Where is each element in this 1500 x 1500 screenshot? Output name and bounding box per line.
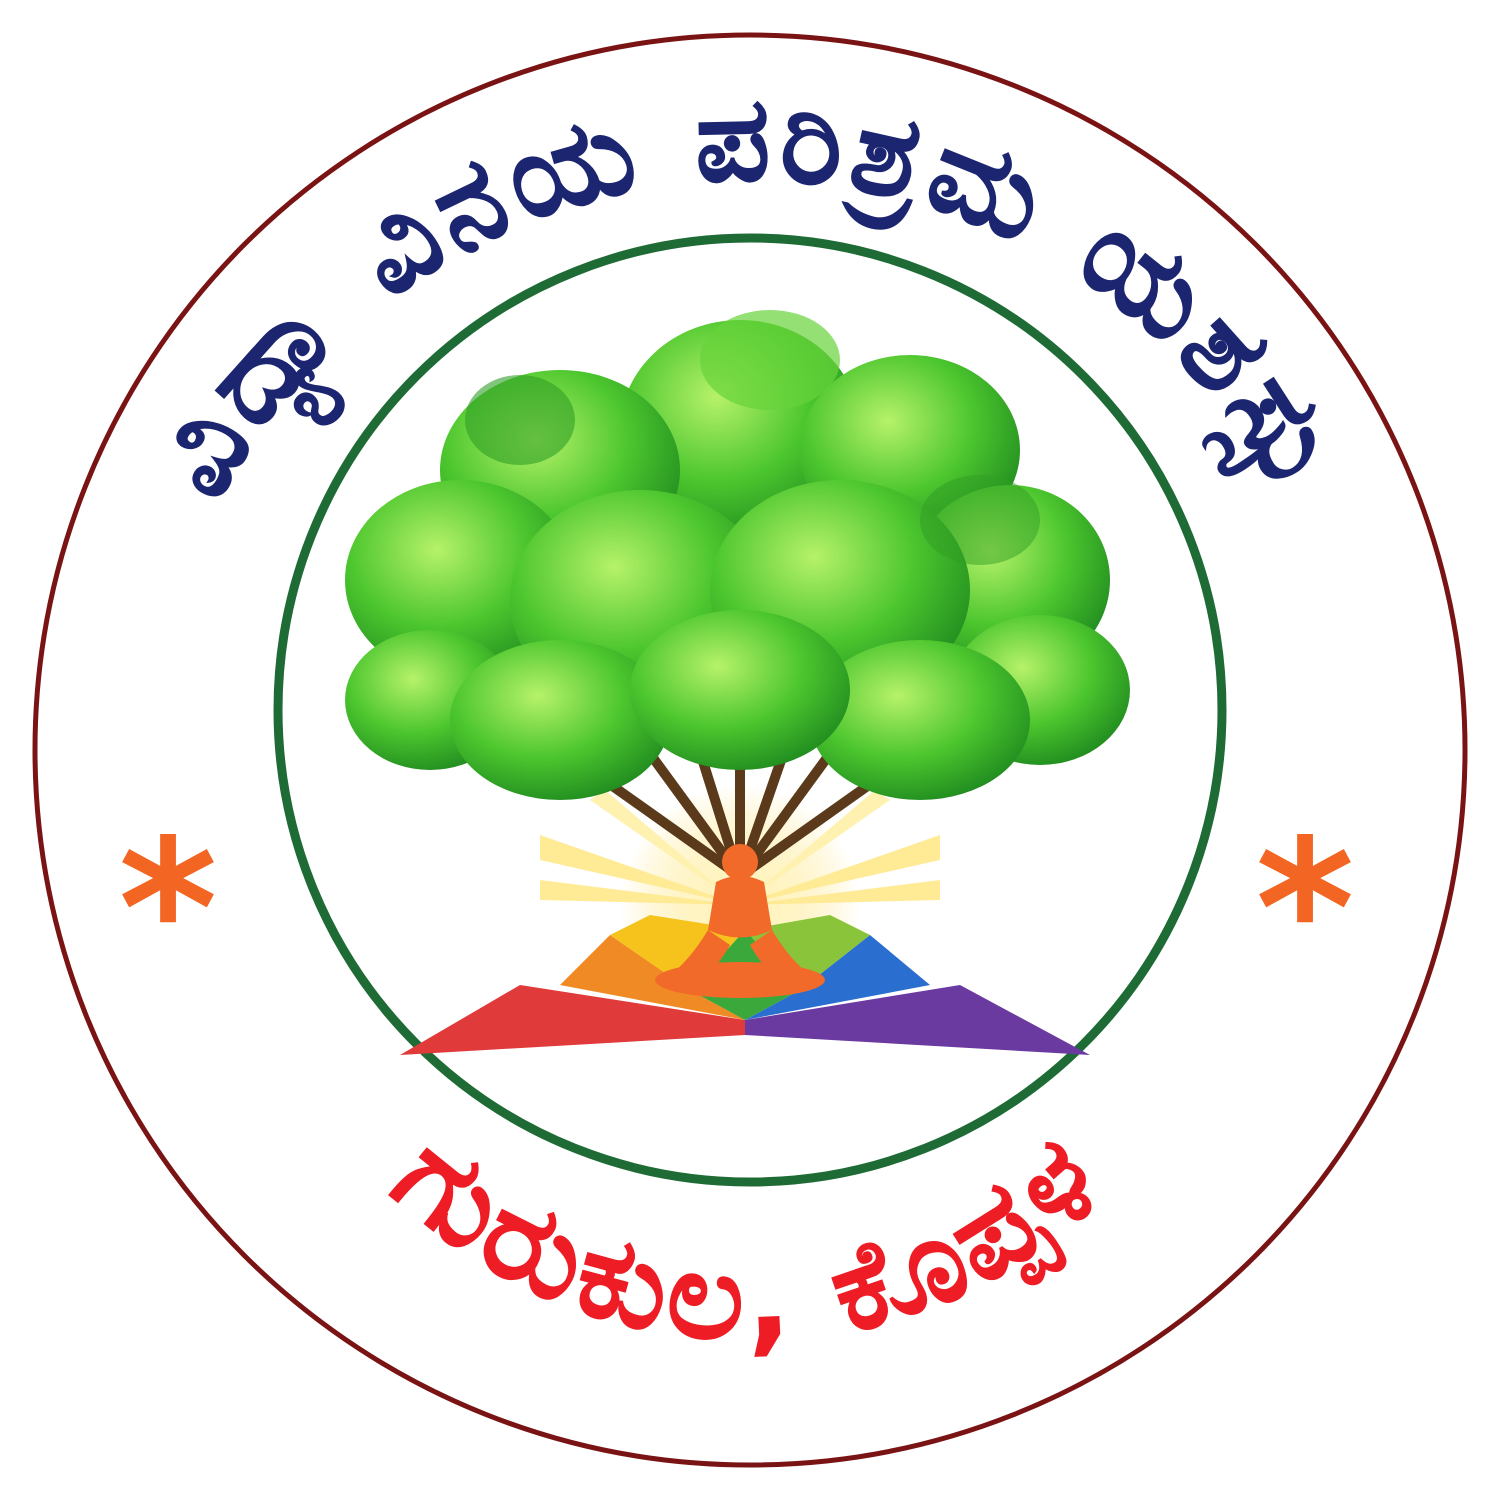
right-star-separator: *: [1255, 799, 1355, 1020]
left-star-separator: *: [118, 799, 218, 1020]
top-motto-text: ವಿದ್ಯಾ ವಿನಯ ಪರಿಶ್ರಮ ಯಶಸ್ಸು: [121, 69, 1379, 520]
tree-foliage: [345, 310, 1130, 800]
bottom-name-text: ಗುರುಕುಲ, ಕೊಪ್ಪಳ: [368, 1106, 1132, 1371]
tree-illustration: [345, 310, 1130, 1055]
